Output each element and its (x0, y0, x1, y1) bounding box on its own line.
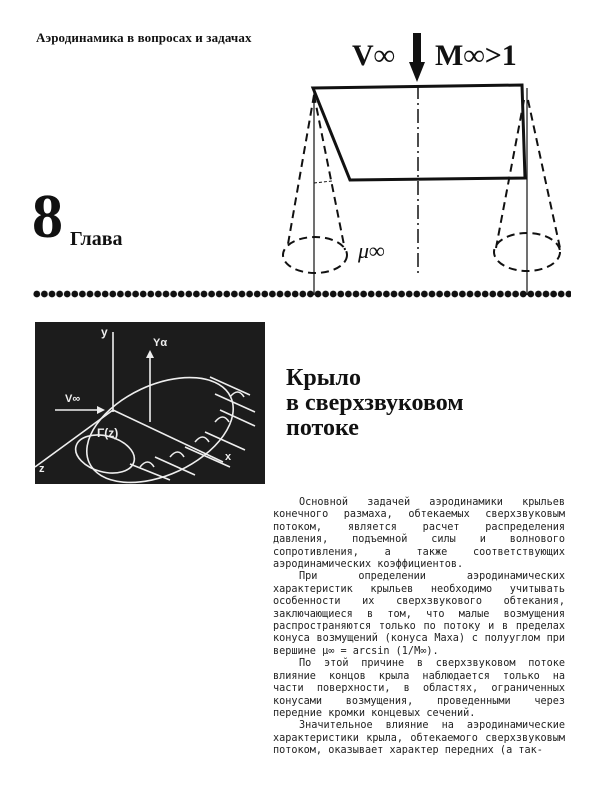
svg-text:Γ(z): Γ(z) (97, 426, 119, 440)
paragraph: При определении аэродинамических характеристик крыльев необходимо учитывать особенности их сверхзвукового обтекания, заключающиеся в том, что малые возмущения распространяются только по потоку и в пределах конуса возмущений (конуса Маха) с полууглом при вершине μ∞ = arcsin (1/M∞). (273, 571, 565, 657)
running-head: Аэродинамика в вопросах и задачах (36, 30, 252, 45)
body-text (273, 497, 565, 758)
svg-text:y: y (101, 325, 108, 339)
title-line: потоке (286, 415, 359, 441)
svg-text:M∞>1: M∞>1 (435, 39, 517, 72)
paragraph: Значительное влияние на аэродинамические характеристики крыла, обтекаемого сверхзвуковым потоком, оказывает характер передних (а так- (273, 720, 565, 757)
paragraph: Основной задачей аэродинамики крыльев конечного размаха, обтекаемых сверхзвуковым потоком, является расчет распределения давления, подъемной силы и волнового сопротивления, а также соответствующих аэродинамических коэффициентов. (273, 497, 565, 571)
wing-planform-diagram (240, 20, 600, 300)
paragraph: По этой причине в сверхзвуковом потоке влияние концов крыла наблюдается только на части поверхности, в областях, ограниченных конусами возмущения, проведенными через передние кромки концевых сечений. (273, 658, 565, 719)
chapter-number: 8 (32, 183, 63, 251)
svg-text:x: x (225, 451, 232, 463)
title-line: в сверхзвуковом (286, 390, 464, 416)
wing-vortex-illustration (35, 322, 265, 484)
dotted-divider (33, 288, 571, 300)
svg-text:z: z (39, 463, 45, 475)
title-line: Крыло (286, 365, 361, 391)
chapter-label: Глава (70, 228, 123, 250)
svg-text:Yα: Yα (153, 337, 168, 349)
svg-text:V∞: V∞ (352, 39, 396, 72)
svg-text:V∞: V∞ (65, 393, 81, 405)
section-title (286, 366, 464, 441)
svg-text:μ∞: μ∞ (358, 238, 385, 263)
